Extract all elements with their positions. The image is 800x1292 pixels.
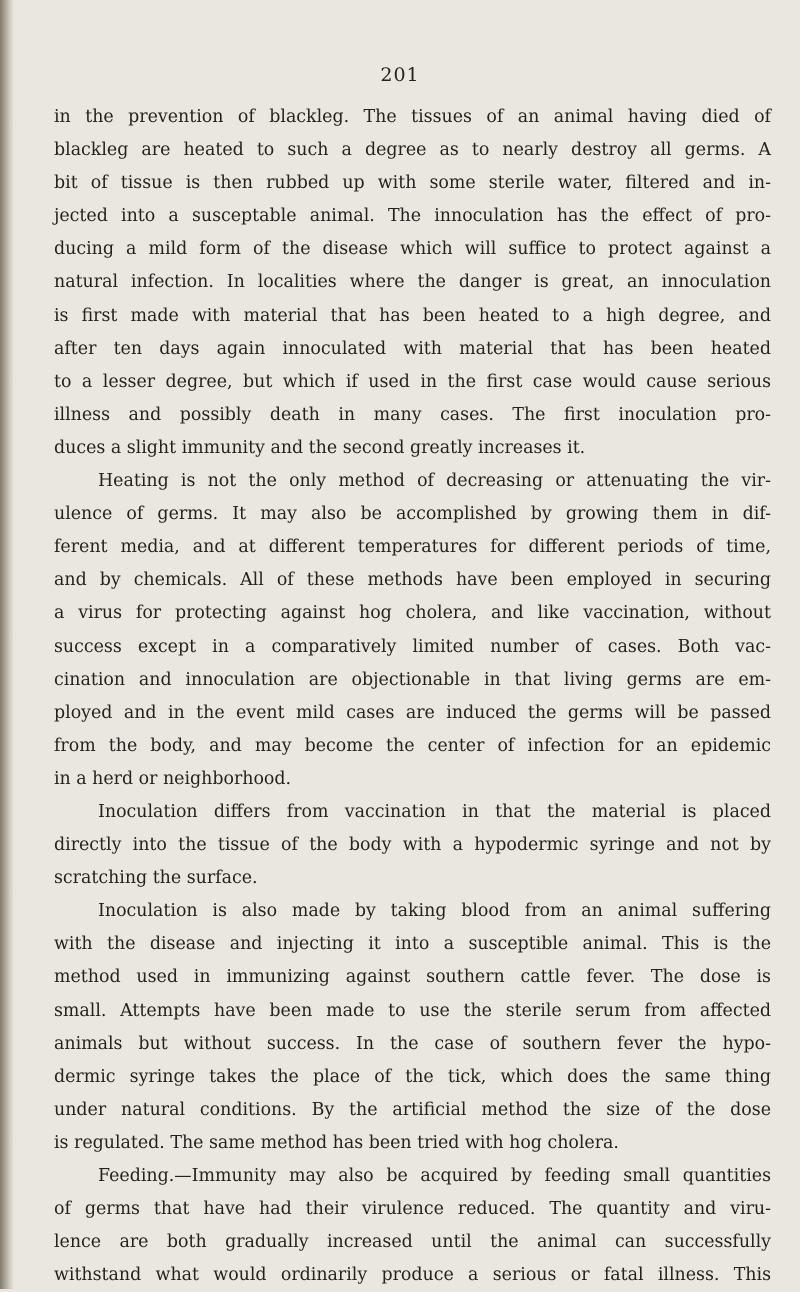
text-line: method used in immunizing against southern cattle fever. The dose is: [54, 967, 771, 988]
text-line: directly into the tissue of the body with a hypodermic syringe and not by: [54, 835, 771, 856]
text-line: lence are both gradually increased until the animal can successfully: [54, 1232, 771, 1253]
text-line: is first made with material that has been heated to a high degree, and: [54, 305, 771, 326]
text-line: blackleg are heated to such a degree as to nearly destroy all germs. A: [54, 140, 771, 161]
text-line: and by chemicals. All of these methods have been employed in securing: [54, 570, 771, 591]
body-text: [54, 101, 771, 1292]
text-line: with the disease and injecting it into a susceptible animal. This is the: [54, 934, 771, 955]
text-line: Inoculation differs from vaccination in that the material is placed: [98, 801, 771, 822]
text-line: dermic syringe takes the place of the tick, which does the same thing: [54, 1066, 771, 1087]
text-line: bit of tissue is then rubbed up with some sterile water, filtered and in-: [54, 173, 771, 194]
text-line: Heating is not the only method of decreasing or attenuating the vir-: [98, 471, 771, 492]
text-line: ployed and in the event mild cases are induced the germs will be passed: [54, 702, 771, 723]
text-line: success except in a comparatively limited number of cases. Both vac-: [54, 636, 771, 657]
text-line: scratching the surface.: [54, 868, 258, 889]
text-line: ducing a mild form of the disease which will suffice to protect against a: [54, 239, 771, 260]
page-number: 201: [380, 64, 420, 86]
text-line: a virus for protecting against hog cholera, and like vaccination, without: [54, 603, 771, 624]
text-line: under natural conditions. By the artificial method the size of the dose: [54, 1099, 771, 1120]
text-line: illness and possibly death in many cases. The first inoculation pro-: [54, 404, 771, 425]
text-line: of germs that have had their virulence reduced. The quantity and viru-: [54, 1199, 771, 1220]
text-line: withstand what would ordinarily produce a serious or fatal illness. This: [54, 1265, 771, 1286]
text-line: natural infection. In localities where the danger is great, an innoculation: [54, 272, 771, 293]
text-line: is regulated. The same method has been tried with hog cholera.: [54, 1132, 619, 1153]
text-line: in a herd or neighborhood.: [54, 768, 292, 789]
text-line: ferent media, and at different temperatures for different periods of time,: [54, 537, 771, 558]
text-line: small. Attempts have been made to use the sterile serum from affected: [54, 1000, 771, 1021]
text-line: cination and innoculation are objectionable in that living germs are em-: [54, 669, 771, 690]
text-line: from the body, and may become the center of infection for an epidemic: [54, 735, 771, 756]
text-line: duces a slight immunity and the second greatly increases it.: [54, 437, 586, 458]
text-line: jected into a susceptable animal. The innoculation has the effect of pro-: [54, 206, 771, 227]
text-line: in the prevention of blackleg. The tissues of an animal having died of: [54, 107, 771, 127]
text-line: after ten days again innoculated with material that has been heated: [54, 338, 771, 359]
text-line: ulence of germs. It may also be accomplished by growing them in dif-: [54, 504, 771, 525]
page-binding-edge: [0, 0, 14, 1289]
text-line: to a lesser degree, but which if used in the first case would cause serious: [54, 371, 771, 392]
text-line: Inoculation is also made by taking blood from an animal suffering: [98, 901, 771, 922]
text-line: Feeding.—Immunity may also be acquired by feeding small quantities: [98, 1166, 771, 1186]
text-line: animals but without success. In the case of southern fever the hypo-: [54, 1033, 771, 1054]
